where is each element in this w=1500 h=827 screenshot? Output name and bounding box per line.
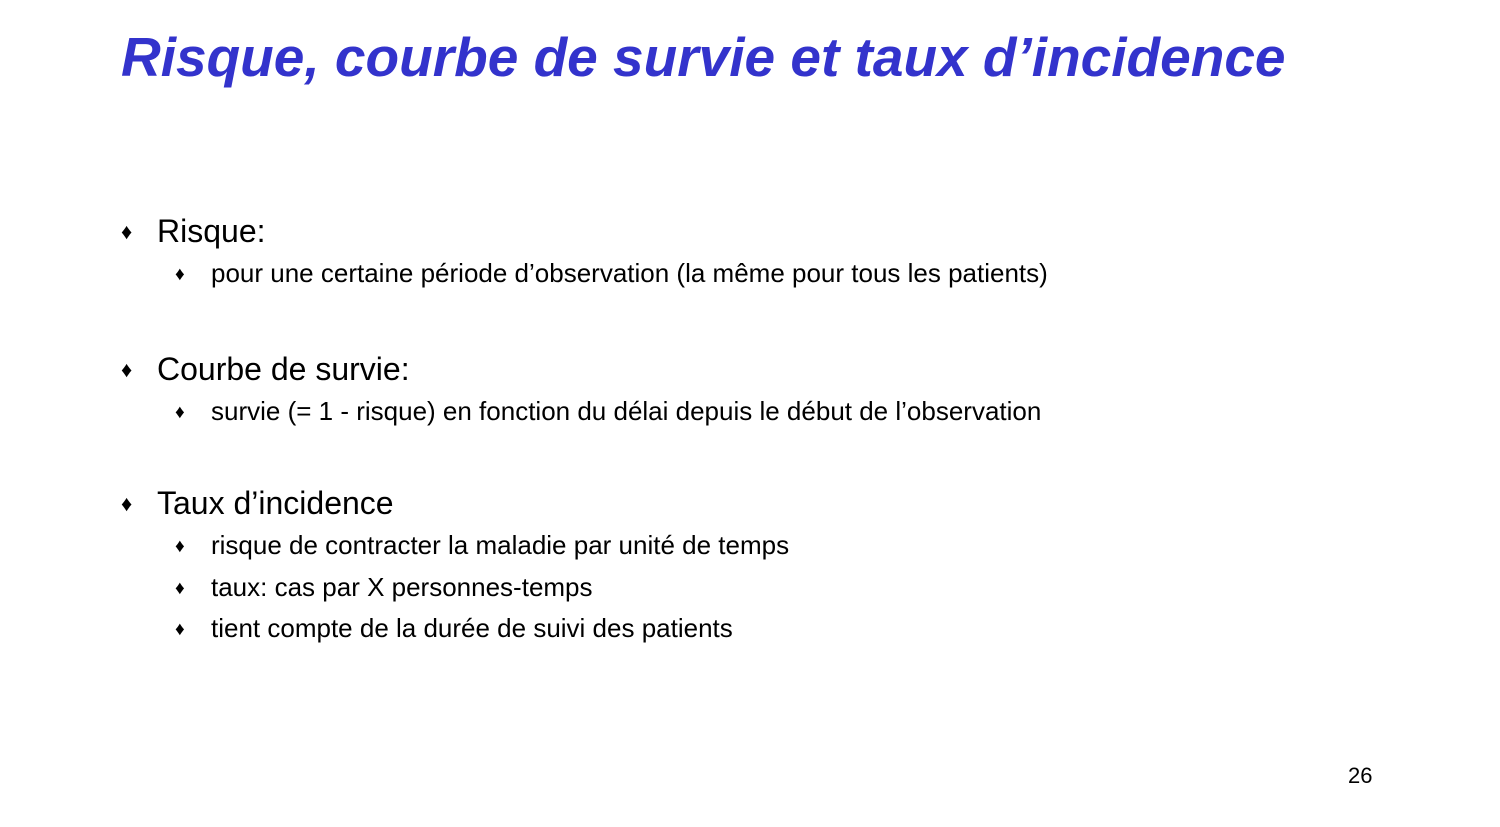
sub-bullet-item [175, 258, 1048, 289]
bullet-heading: Courbe de survie: [157, 351, 410, 387]
sub-bullet-text: pour une certaine période d’observation (la même pour tous les patients) [211, 258, 1048, 289]
diamond-bullet-icon: ♦ [175, 577, 185, 599]
bullet-item [121, 484, 789, 522]
diamond-bullet-icon: ♦ [175, 618, 185, 640]
bullet-item [121, 212, 1048, 250]
section-taux-d-incidence [121, 484, 789, 644]
diamond-bullet-icon: ♦ [175, 536, 185, 558]
sub-bullet-text: taux: cas par X personnes-temps [211, 571, 593, 602]
sub-bullet-item [175, 572, 789, 603]
sub-bullet-item [175, 396, 1041, 427]
diamond-bullet-icon: ♦ [121, 219, 133, 244]
section-risque [121, 212, 1048, 290]
slide-title: Risque, courbe de survie et taux d’incidence [121, 26, 1286, 88]
sub-bullet-text: survie (= 1 - risque) en fonction du délai depuis le début de l’observation [211, 396, 1042, 427]
sub-bullet-item [175, 530, 789, 561]
sub-bullet-item [175, 613, 789, 644]
diamond-bullet-icon: ♦ [175, 264, 185, 286]
sub-bullet-text: risque de contracter la maladie par unité de temps [211, 530, 790, 561]
diamond-bullet-icon: ♦ [121, 357, 133, 382]
bullet-item [121, 350, 1041, 388]
sub-bullet-text: tient compte de la durée de suivi des patients [211, 612, 733, 643]
section-courbe-de-survie [121, 350, 1041, 428]
bullet-heading: Risque: [157, 213, 266, 249]
bullet-heading: Taux d’incidence [157, 485, 394, 521]
diamond-bullet-icon: ♦ [175, 402, 185, 424]
page-number: 26 [1348, 763, 1373, 788]
diamond-bullet-icon: ♦ [121, 491, 133, 516]
